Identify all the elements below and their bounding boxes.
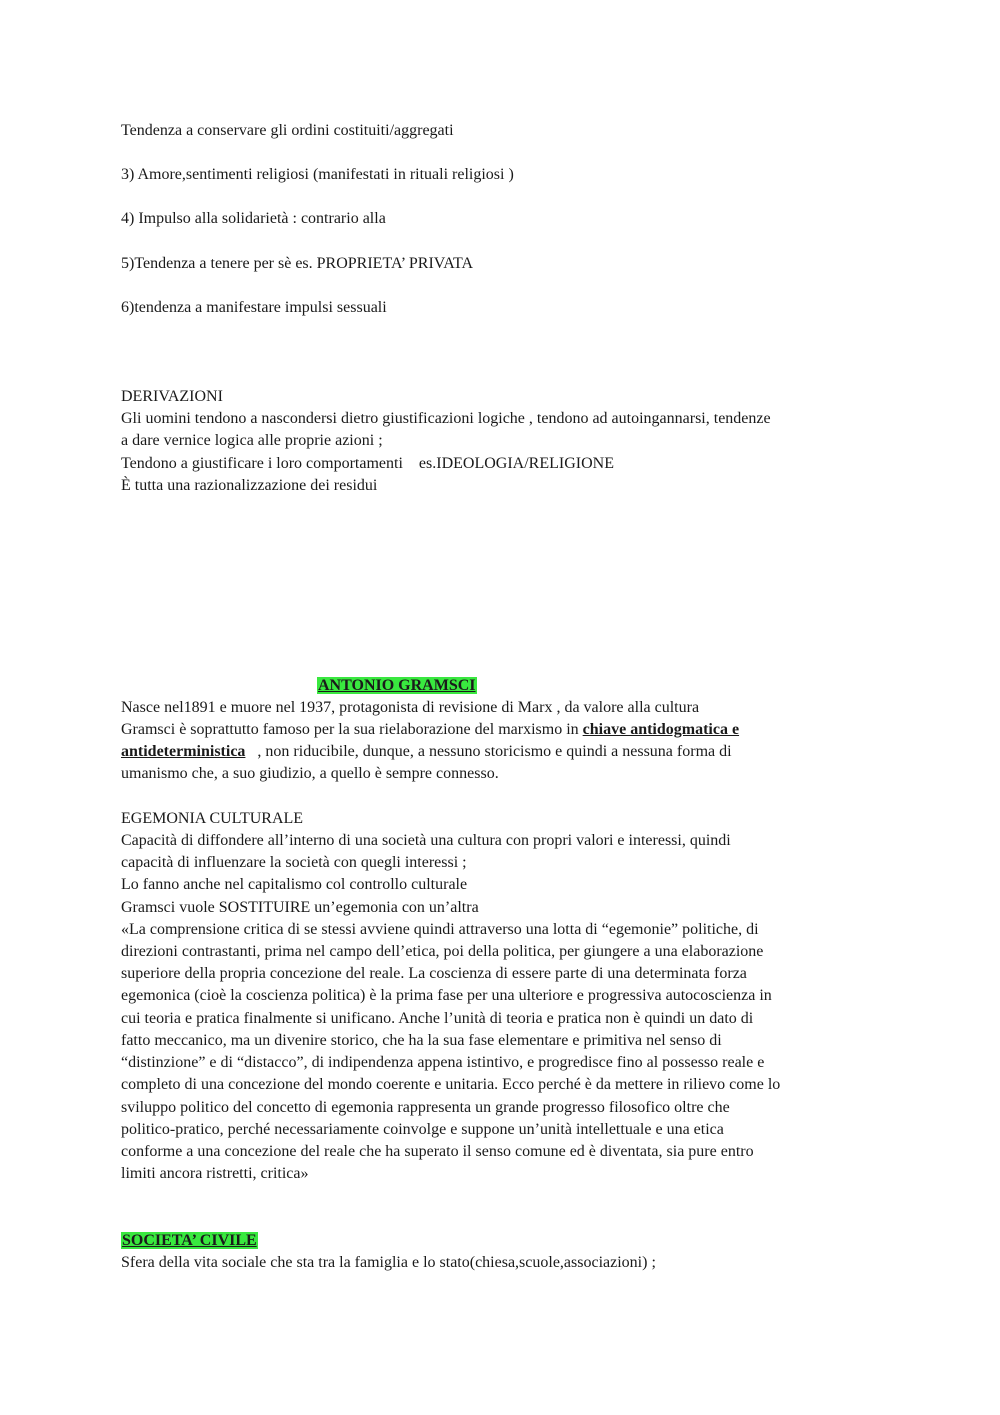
gramsci-line: umanismo che, a suo giudizio, a quello è sempre connesso. — [121, 765, 499, 782]
quote-line: «La comprensione critica di se stessi avviene quindi attraverso una lotta di “egemonie” politiche, di — [121, 921, 759, 938]
gramsci-line — [121, 719, 739, 741]
gramsci-line — [121, 741, 732, 763]
residui-line-3: 3) Amore,sentimenti religiosi (manifestati in rituali religiosi ) — [121, 166, 514, 183]
quote-line: sviluppo politico del concetto di egemonia rappresenta un grande progresso filosofico oltre che — [121, 1099, 730, 1116]
quote-line: completo di una concezione del mondo coerente e unitaria. Ecco perché è da mettere in rilievo come lo — [121, 1076, 781, 1093]
gramsci-title-text: ANTONIO GRAMSCI — [318, 677, 476, 694]
quote-line: “distinzione” e di “distacco”, di indipendenza appena istintivo, e progredisce fino al possesso reale e — [121, 1054, 765, 1071]
gramsci-key-phrase: antideterministica — [121, 743, 246, 760]
quote-line: limiti ancora ristretti, critica» — [121, 1165, 309, 1182]
quote-line: fatto meccanico, ma un divenire storico, che ha la sua fase elementare e primitiva nel senso di — [121, 1032, 722, 1049]
quote-line: politico-pratico, perché necessariamente coinvolge e suppone un’unità intellettuale e una etica — [121, 1121, 724, 1138]
residui-line-5: 5)Tendenza a tenere per sè es. PROPRIETA’ PRIVATA — [121, 255, 474, 272]
societa-title — [121, 1230, 258, 1252]
derivazioni-heading: DERIVAZIONI — [121, 388, 223, 405]
egemonia-line: Capacità di diffondere all’interno di una società una cultura con propri valori e interessi, quindi — [121, 832, 731, 849]
derivazioni-line: a dare vernice logica alle proprie azioni ; — [121, 432, 383, 449]
gramsci-line-text: Gramsci è soprattutto famoso per la sua rielaborazione del marxismo in — [121, 721, 583, 738]
derivazioni-line: Tendono a giustificare i loro comportamenti es.IDEOLOGIA/RELIGIONE — [121, 455, 614, 472]
quote-line: conforme a una concezione del reale che ha superato il senso comune ed è diventata, sia pure entro — [121, 1143, 754, 1160]
gramsci-title — [317, 675, 477, 697]
derivazioni-line: Gli uomini tendono a nascondersi dietro giustificazioni logiche , tendono ad autoingannarsi, tendenze — [121, 410, 771, 427]
societa-line: Sfera della vita sociale che sta tra la famiglia e lo stato(chiesa,scuole,associazioni) ; — [121, 1254, 656, 1271]
residui-line-4: 4) Impulso alla solidarietà : contrario alla — [121, 210, 386, 227]
quote-line: direzioni contrastanti, prima nel campo dell’etica, poi della politica, per giungere a una elaborazione — [121, 943, 764, 960]
residui-line-1: Tendenza a conservare gli ordini costituiti/aggregati — [121, 122, 454, 139]
egemonia-heading: EGEMONIA CULTURALE — [121, 810, 304, 827]
quote-line: superiore della propria concezione del reale. La coscienza di essere parte di una determinata forza — [121, 965, 747, 982]
societa-title-text: SOCIETA’ CIVILE — [122, 1232, 257, 1249]
residui-line-6: 6)tendenza a manifestare impulsi sessuali — [121, 299, 387, 316]
gramsci-line-text: , non riducibile, dunque, a nessuno storicismo e quindi a nessuna forma di — [245, 743, 732, 760]
gramsci-line: Nasce nel1891 e muore nel 1937, protagonista di revisione di Marx , da valore alla cultura — [121, 699, 700, 716]
quote-line: egemonica (cioè la coscienza politica) è la prima fase per una ulteriore e progressiva autocoscienza in — [121, 987, 772, 1004]
egemonia-line: capacità di influenzare la società con quegli interessi ; — [121, 854, 467, 871]
gramsci-key-phrase: chiave antidogmatica e — [582, 721, 740, 738]
egemonia-line: Lo fanno anche nel capitalismo col controllo culturale — [121, 876, 468, 893]
quote-line: cui teoria e pratica finalmente si unificano. Anche l’unità di teoria e pratica non è quindi un dato di — [121, 1010, 754, 1027]
egemonia-line: Gramsci vuole SOSTITUIRE un’egemonia con un’altra — [121, 899, 479, 916]
derivazioni-line: È tutta una razionalizzazione dei residui — [121, 477, 378, 494]
